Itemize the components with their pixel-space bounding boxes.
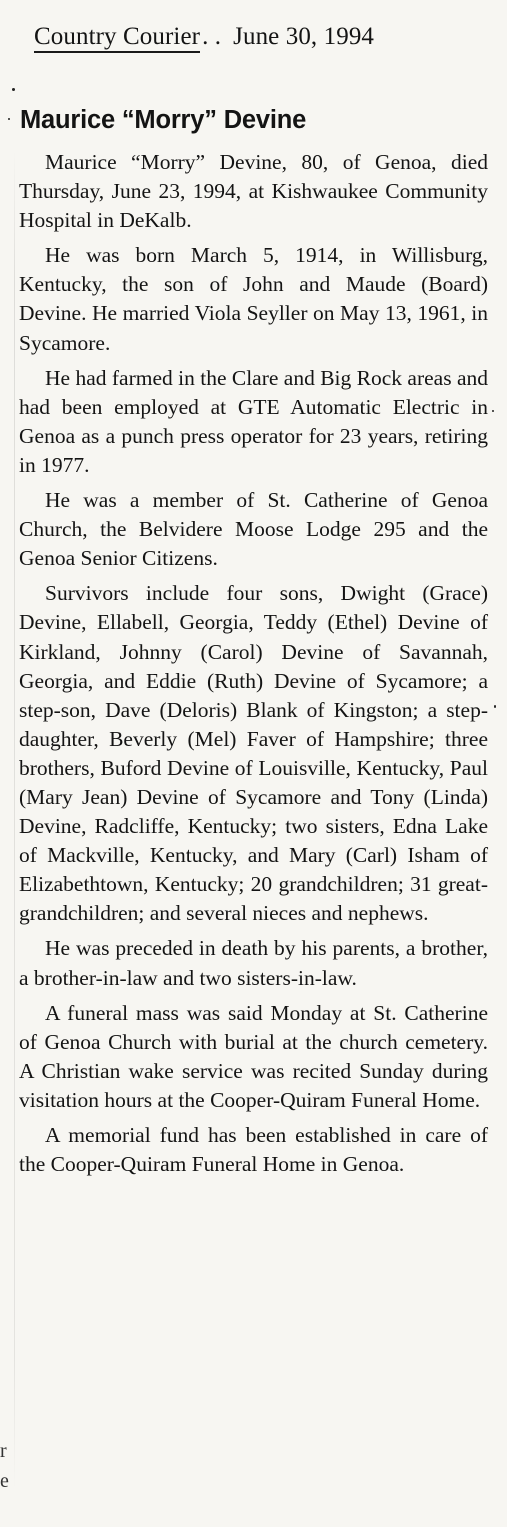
paragraph-preceded: He was preceded in death by his parents, a brother, a brother-in-law and two sisters-in-law. <box>19 936 488 990</box>
paragraph-death-notice: Maurice “Morry” Devine, 80, of Genoa, died Thursday, June 23, 1994, at Kishwaukee Community Hospital in DeKalb. <box>19 150 488 233</box>
print-speck <box>494 705 496 708</box>
masthead <box>34 22 374 52</box>
masthead-separator: . . <box>202 23 222 50</box>
paragraph-services: A funeral mass was said Monday at St. Catherine of Genoa Church with burial at the church cemetery. A Christian wake service was recited Sunday during visitation hours at the Cooper-Quiram Funeral Home. <box>19 1000 488 1112</box>
margin-glyph: e <box>0 1470 9 1492</box>
publication-name: Country Courier <box>34 23 200 53</box>
paragraph-career: He had farmed in the Clare and Big Rock areas and had been employed at GTE Automatic Electric in Genoa as a punch press operator for 23 years, retiring in 1977. <box>19 365 488 477</box>
column-edge-shadow <box>14 150 15 1490</box>
paragraph-memorial: A memorial fund has been established in care of the Cooper-Quiram Funeral Home in Genoa. <box>19 1123 488 1177</box>
paragraph-memberships: He was a member of St. Catherine of Genoa Church, the Belvidere Moose Lodge 295 and the Genoa Senior Citizens. <box>19 488 488 571</box>
print-speck <box>12 88 15 91</box>
paragraph-birth: He was born March 5, 1914, in Willisburg, Kentucky, the son of John and Maude (Board) Devine. He married Viola Seyller on May 13, 1961, in Sycamore. <box>19 243 488 355</box>
print-speck <box>8 118 10 120</box>
obituary-body <box>19 148 488 1185</box>
paragraph-survivors: Survivors include four sons, Dwight (Grace) Devine, Ellabell, Georgia, Teddy (Ethel) Devine of Kirkland, Johnny (Carol) Devine of Savannah, Georgia, and Eddie (Ruth) Devine of Sycamore; a step-son, Dave (Deloris) Blank of Kingston; a stepdaughter, Beverly (Mel) Faver of Hampshire; three brothers, Buford Devine of Louisville, Kentucky, Paul (Mary Jean) Devine of Sycamore and Tony (Linda) Devine, Radcliffe, Kentucky; two sisters, Edna Lake of Mackville, Kentucky, and Mary (Carl) Isham of Elizabethtown, Kentucky; 20 grandchildren; 31 great-grandchildren; and several nieces and nephews. <box>19 581 488 926</box>
margin-glyph: r <box>0 1440 7 1462</box>
obituary-headline: Maurice “Morry” Devine <box>20 106 307 134</box>
print-speck <box>492 410 494 412</box>
publication-date: June 30, 1994 <box>233 23 375 50</box>
